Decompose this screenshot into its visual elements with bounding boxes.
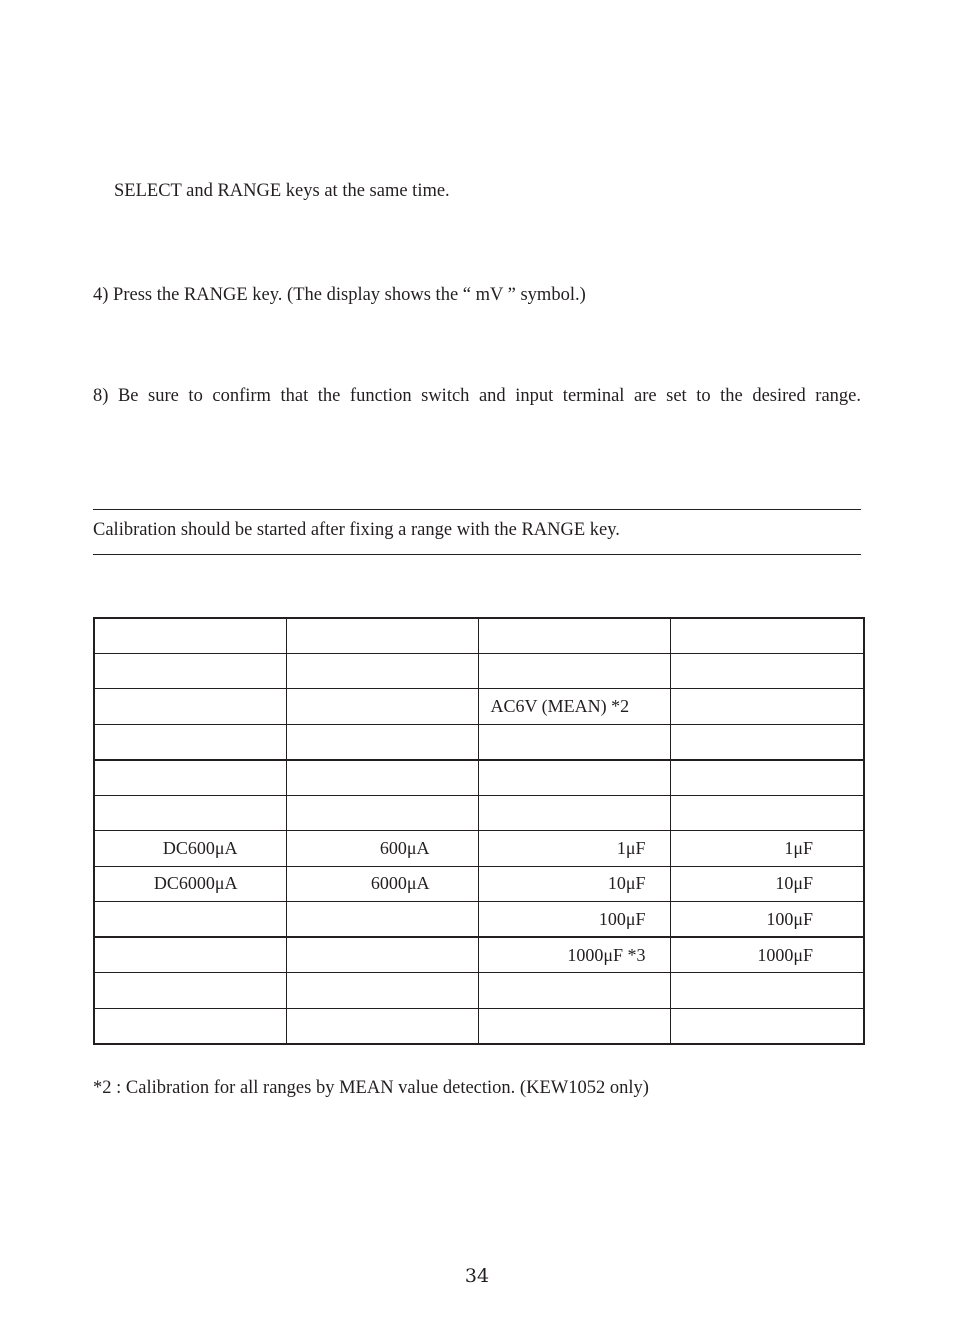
table-cell bbox=[478, 760, 670, 796]
table-row bbox=[94, 724, 864, 760]
table-cell: 10μF bbox=[478, 866, 670, 901]
table-cell bbox=[94, 1008, 286, 1044]
table-cell bbox=[286, 618, 478, 654]
table-cell bbox=[478, 973, 670, 1008]
table-cell bbox=[670, 618, 864, 654]
table-cell bbox=[286, 937, 478, 973]
table-cell bbox=[286, 689, 478, 724]
table-cell bbox=[94, 973, 286, 1008]
table-cell bbox=[670, 724, 864, 760]
table-cell bbox=[94, 901, 286, 937]
table-cell: 100μF bbox=[478, 901, 670, 937]
table-cell: 1000μF *3 bbox=[478, 937, 670, 973]
table-cell bbox=[286, 973, 478, 1008]
table-cell bbox=[286, 724, 478, 760]
note-bottom-rule bbox=[93, 554, 861, 555]
table-cell bbox=[478, 796, 670, 831]
table-row bbox=[94, 760, 864, 796]
table-cell: AC6V (MEAN) *2 bbox=[478, 689, 670, 724]
table-cell bbox=[670, 760, 864, 796]
instruction-step-4: 4) Press the RANGE key. (The display shows the “ mV ” symbol.) bbox=[93, 285, 586, 305]
table-cell bbox=[478, 1008, 670, 1044]
table-cell bbox=[94, 618, 286, 654]
page-number: 34 bbox=[464, 1265, 490, 1287]
table-cell bbox=[94, 760, 286, 796]
table-cell bbox=[94, 937, 286, 973]
calibration-range-table bbox=[93, 617, 865, 1045]
table-row bbox=[94, 689, 864, 724]
table-row bbox=[94, 654, 864, 689]
table-cell bbox=[286, 1008, 478, 1044]
table-cell bbox=[94, 796, 286, 831]
table-cell: 100μF bbox=[670, 901, 864, 937]
table-cell bbox=[286, 796, 478, 831]
table-cell: DC6000μA bbox=[94, 866, 286, 901]
table-cell bbox=[670, 689, 864, 724]
table-cell: 10μF bbox=[670, 866, 864, 901]
table-footnote: *2 : Calibration for all ranges by MEAN value detection. (KEW1052 only) bbox=[93, 1078, 649, 1098]
table-cell: DC600μA bbox=[94, 831, 286, 866]
table-cell: 1μF bbox=[478, 831, 670, 866]
table-row bbox=[94, 901, 864, 937]
table-cell bbox=[286, 901, 478, 937]
table-cell bbox=[286, 654, 478, 689]
table-cell bbox=[670, 654, 864, 689]
calibration-note: Calibration should be started after fixing a range with the RANGE key. bbox=[93, 520, 620, 540]
table-cell bbox=[670, 973, 864, 1008]
table-row bbox=[94, 831, 864, 866]
table-cell: 600μA bbox=[286, 831, 478, 866]
table-row bbox=[94, 973, 864, 1008]
table-cell bbox=[94, 689, 286, 724]
table-cell bbox=[670, 796, 864, 831]
table-row bbox=[94, 866, 864, 901]
instruction-select-range: SELECT and RANGE keys at the same time. bbox=[114, 181, 450, 201]
table-cell: 6000μA bbox=[286, 866, 478, 901]
table-cell bbox=[286, 760, 478, 796]
note-top-rule bbox=[93, 509, 861, 510]
table-cell bbox=[478, 724, 670, 760]
table-cell bbox=[478, 618, 670, 654]
instruction-step-8: 8) Be sure to confirm that the function switch and input terminal are set to the desired range. bbox=[93, 386, 861, 406]
table-cell bbox=[670, 1008, 864, 1044]
table-cell bbox=[478, 654, 670, 689]
table-cell: 1μF bbox=[670, 831, 864, 866]
table-cell bbox=[94, 654, 286, 689]
table-row bbox=[94, 618, 864, 654]
table-row bbox=[94, 937, 864, 973]
table-cell: 1000μF bbox=[670, 937, 864, 973]
table-row bbox=[94, 1008, 864, 1044]
table-cell bbox=[94, 724, 286, 760]
table-row bbox=[94, 796, 864, 831]
